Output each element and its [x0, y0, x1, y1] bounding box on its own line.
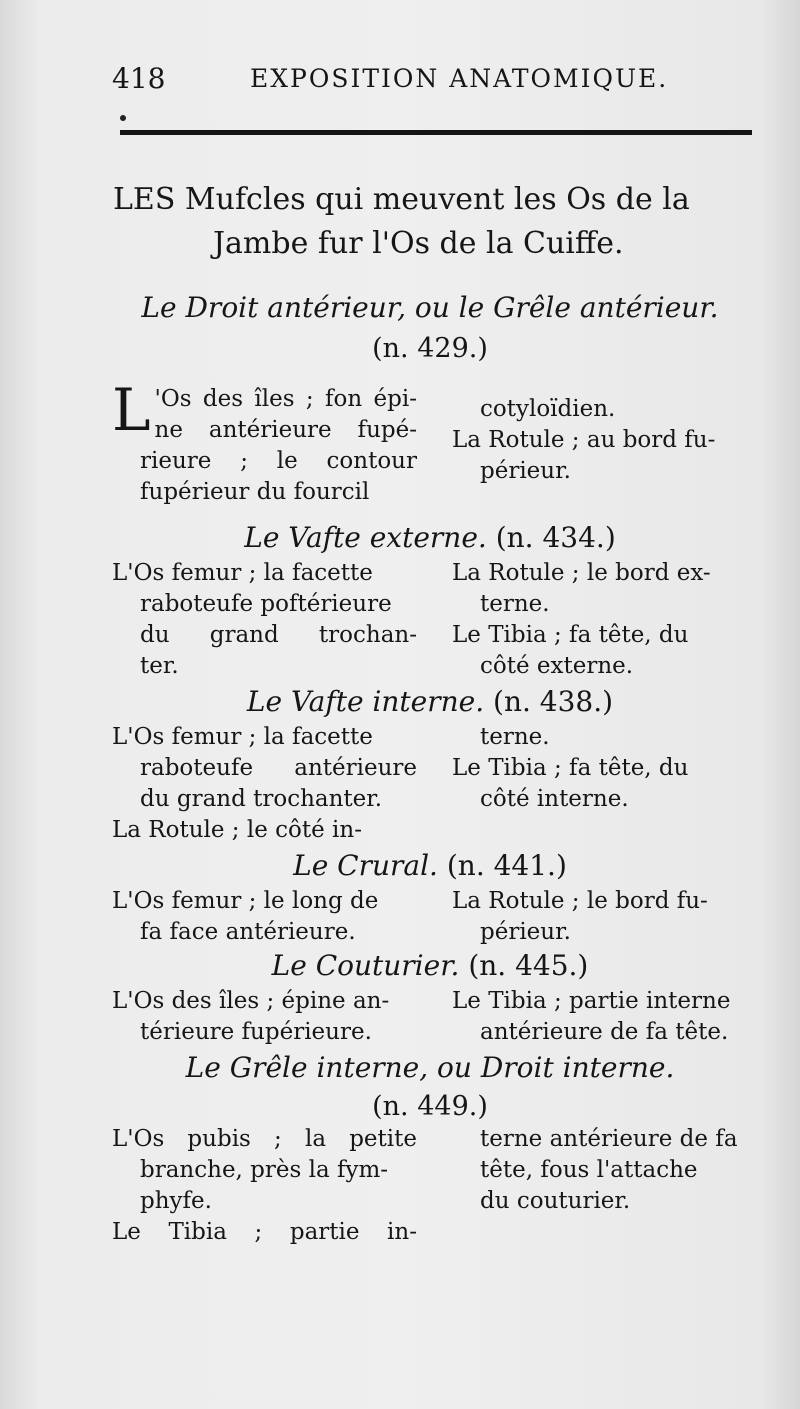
insertion-column — [452, 1124, 757, 1217]
text-line: fupérieur du fourcil — [140, 479, 370, 505]
ink-dot — [120, 115, 126, 121]
text-line: L'Os femur ; le long de — [112, 888, 379, 914]
text-line: ne antérieure fupé- — [154, 417, 417, 443]
insertion-column — [452, 558, 757, 682]
origin-column — [112, 376, 417, 508]
text-line: du grand trochan- — [140, 622, 417, 648]
muscle-heading — [100, 518, 760, 558]
text-line: périeur. — [480, 919, 571, 945]
text-line: L'Os femur ; la facette — [112, 560, 373, 586]
insertion-column — [452, 722, 757, 815]
text-line: La Rotule ; le côté in- — [112, 817, 362, 843]
muscle-heading: Le Droit antérieur, ou le Grêle antérieur. — [141, 291, 719, 324]
text-line: terne antérieure de fa — [480, 1126, 738, 1152]
text-line: térieure fupérieure. — [140, 1019, 372, 1045]
section-title — [113, 178, 763, 266]
muscle-reference: (n. 449.) — [372, 1091, 488, 1122]
origin-column — [112, 986, 417, 1048]
text-line: cotyloïdien. — [480, 396, 616, 422]
running-title: EXPOSITION ANATOMIQUE. — [250, 64, 669, 93]
text-line: Le Tibia ; fa tête, du — [452, 622, 689, 648]
text-line: L'Os femur ; la facette — [112, 724, 373, 750]
origin-column — [112, 558, 417, 682]
muscle-reference: (n. 429.) — [372, 333, 488, 364]
muscle-name: Le Vafte externe. — [244, 521, 487, 554]
text-line: phyfe. — [140, 1188, 212, 1214]
origin-column — [112, 722, 417, 846]
text-line: du couturier. — [480, 1188, 631, 1214]
text-line: antérieure de fa tête. — [480, 1019, 729, 1045]
drop-cap: L — [112, 376, 151, 444]
origin-column — [112, 1124, 417, 1248]
text-line: rieure ; le contour — [140, 448, 417, 474]
muscle-name: Le Crural. — [293, 849, 438, 882]
muscle-heading: Le Grêle interne, ou Droit interne. — [185, 1051, 675, 1084]
muscle-reference: (n. 438.) — [493, 685, 614, 718]
insertion-column — [452, 886, 757, 948]
text-line: L'Os des îles ; épine an- — [112, 988, 390, 1014]
text-line: branche, près la fym- — [140, 1157, 389, 1183]
section-title-line-2: Jambe fur l'Os de la Cuiffe. — [213, 226, 624, 261]
text-line: ter. — [140, 653, 179, 679]
text-line: terne. — [480, 591, 550, 617]
muscle-heading — [100, 682, 760, 722]
text-line: La Rotule ; au bord fu- — [452, 427, 716, 453]
page-number: 418 — [112, 62, 166, 95]
muscle-name: Le Couturier. — [271, 949, 460, 982]
text-line: L'Os pubis ; la petite — [112, 1126, 417, 1152]
muscle-reference: (n. 434.) — [495, 521, 616, 554]
muscle-name: Le Vafte interne. — [246, 685, 485, 718]
text-line: terne. — [480, 724, 550, 750]
origin-column — [112, 886, 417, 948]
text-line: Le Tibia ; partie in- — [112, 1219, 417, 1245]
muscle-reference: (n. 441.) — [446, 849, 567, 882]
text-line: La Rotule ; le bord ex- — [452, 560, 711, 586]
section-title-line-1: LES Mufcles qui meuvent les Os de la — [113, 182, 690, 217]
insertion-column — [452, 394, 757, 487]
text-line: raboteufe antérieure — [140, 755, 417, 781]
muscle-heading — [100, 846, 760, 886]
text-line: du grand trochanter. — [140, 786, 383, 812]
text-line: fa face antérieure. — [140, 919, 356, 945]
text-line: Le Tibia ; partie interne — [452, 988, 731, 1014]
text-line: Le Tibia ; fa tête, du — [452, 755, 689, 781]
text-line: raboteufe poftérieure — [140, 591, 392, 617]
muscle-reference: (n. 445.) — [468, 949, 589, 982]
text-line: côté interne. — [480, 786, 629, 812]
header-rule — [120, 130, 752, 135]
text-line: La Rotule ; le bord fu- — [452, 888, 708, 914]
text-line: côté externe. — [480, 653, 634, 679]
text-line: 'Os des îles ; fon épi- — [154, 386, 417, 412]
insertion-column — [452, 986, 757, 1048]
text-line: périeur. — [480, 458, 571, 484]
muscle-heading — [100, 946, 760, 986]
page-header — [112, 58, 752, 102]
text-line: tête, fous l'attache — [480, 1157, 698, 1183]
